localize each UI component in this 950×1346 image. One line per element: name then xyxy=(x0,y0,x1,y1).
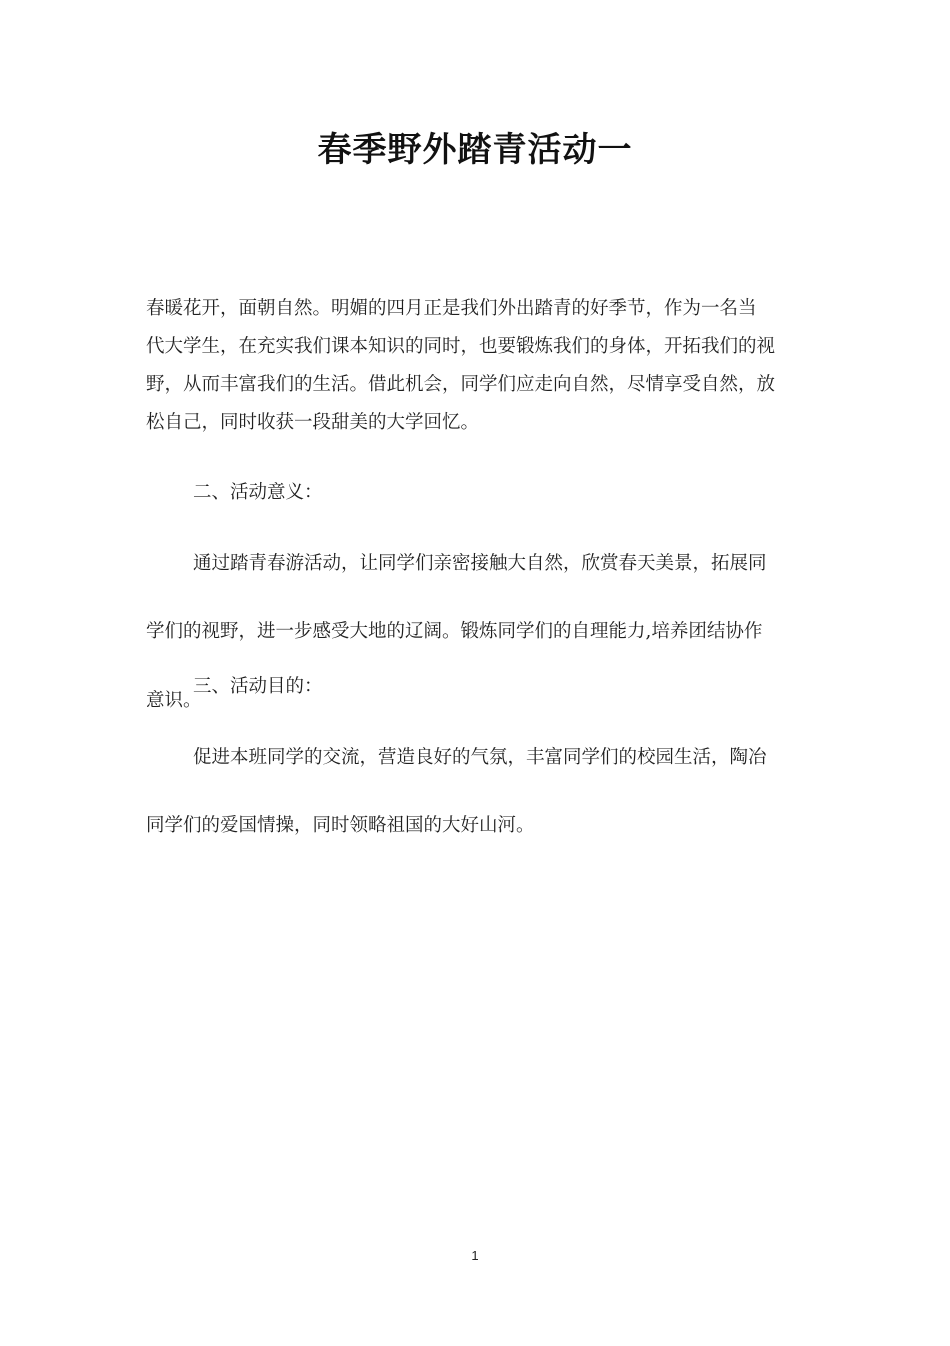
section-heading-purpose: 三、活动目的： xyxy=(193,676,323,697)
paragraph-line: 学们的视野，进一步感受大地的辽阔。锻炼同学们的自理能力,培养团结协作 xyxy=(146,621,763,642)
page-number: 1 xyxy=(471,1248,479,1263)
paragraph-line: 促进本班同学的交流，营造良好的气氛，丰富同学们的校园生活，陶冶 xyxy=(193,746,767,768)
section-significance-paragraph xyxy=(146,520,802,744)
section-heading-significance: 二、活动意义： xyxy=(193,482,323,503)
intro-line: 春暖花开，面朝自然。明媚的四月正是我们外出踏青的好季节，作为一名当 xyxy=(146,298,757,319)
paragraph-line: 通过踏青春游活动，让同学们亲密接触大自然，欣赏春天美景，拓展同 xyxy=(193,552,767,574)
intro-line: 野，从而丰富我们的生活。借此机会，同学们应走向自然，尽情享受自然，放 xyxy=(146,374,776,395)
intro-paragraph xyxy=(146,290,802,442)
paragraph-line: 同学们的爱国情操，同时领略祖国的大好山河。 xyxy=(146,815,535,836)
intro-line: 代大学生，在充实我们课本知识的同时，也要锻炼我们的身体，开拓我们的视 xyxy=(146,336,776,357)
intro-line: 松自己，同时收获一段甜美的大学回忆。 xyxy=(146,412,480,433)
document-title: 春季野外踏青活动一 xyxy=(317,130,633,170)
paragraph-line: 意识。 xyxy=(146,689,202,711)
section-purpose-paragraph xyxy=(146,714,802,870)
